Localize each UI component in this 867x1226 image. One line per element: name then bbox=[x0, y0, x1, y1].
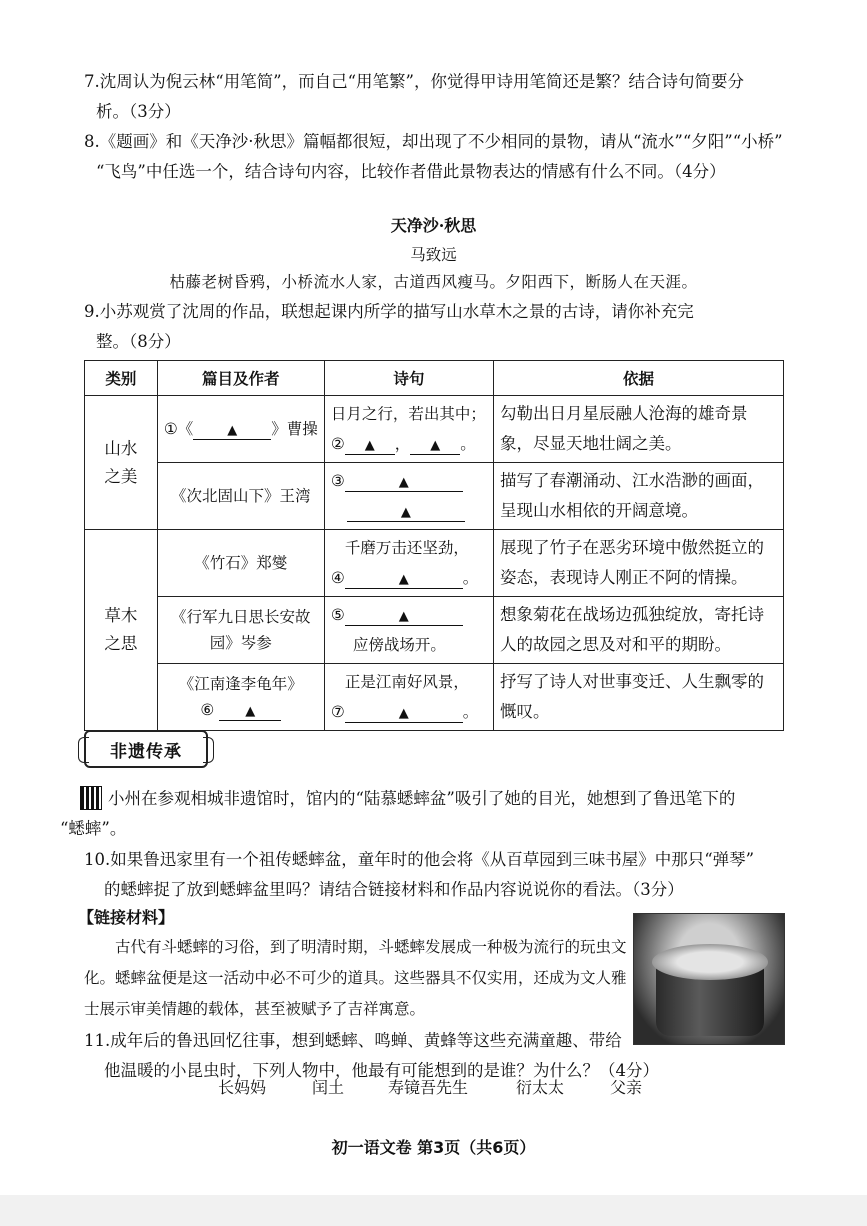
answer-blank-3a[interactable]: ▲ bbox=[345, 471, 463, 492]
work-cell: ①《 ▲ 》曹操 bbox=[157, 396, 324, 463]
table-row bbox=[85, 664, 784, 731]
answer-blank-2a[interactable]: ▲ bbox=[345, 434, 395, 455]
section-banner-title: 非遗传承 bbox=[110, 741, 182, 762]
basis-cell: 抒写了诗人对世事变迁、人生飘零的慨叹。 bbox=[493, 664, 783, 731]
verse-cell: 日月之行，若出其中； ② ▲ ， ▲ 。 bbox=[324, 396, 493, 463]
verse-cell: 正是江南好风景， ⑦ ▲ 。 bbox=[324, 664, 493, 731]
table-header-row bbox=[85, 361, 784, 396]
answer-blank-3b[interactable]: ▲ bbox=[347, 501, 465, 522]
question-10 bbox=[84, 845, 784, 905]
section-intro: 小州在参观相城非遗馆时，馆内的“陆慕蟋蟀盆”吸引了她的目光，她想到了鲁迅笔下的 “蟋蟀”。 bbox=[60, 789, 736, 838]
answer-blank-6[interactable]: ▲ bbox=[219, 700, 281, 721]
question-9-line2: 整。（8分） bbox=[96, 332, 181, 351]
category-plants: 草木 之思 bbox=[85, 530, 158, 731]
work-cell: 《次北固山下》王湾 bbox=[157, 463, 324, 530]
question-10-line2: 的蟋蟀捉了放到蟋蟀盆里吗？请结合链接材料和作品内容说说你的看法。（3分） bbox=[104, 880, 684, 899]
question-8-line1: 8.《题画》和《天净沙·秋思》篇幅都很短，却出现了不少相同的景物，请从“流水”“夕阳”“小桥” bbox=[84, 132, 783, 151]
poem-body: 枯藤老树昏鸦，小桥流水人家，古道西风瘦马。夕阳西下，断肠人在天涯。 bbox=[169, 273, 698, 291]
work-cell: 《行军九日思长安故园》岑参 bbox=[157, 597, 324, 664]
question-8-line2: “飞鸟”中任选一个，结合诗句内容，比较作者借此景物表达的情感有什么不同。（4分） bbox=[96, 162, 726, 181]
basis-cell: 描写了春潮涌动、江水浩渺的画面，呈现山水相依的开阔意境。 bbox=[493, 463, 783, 530]
question-9-line1: 9.小苏观赏了沈周的作品，联想起课内所学的描写山水草木之景的古诗，请你补充完 bbox=[84, 302, 694, 321]
category-landscape: 山水 之美 bbox=[85, 396, 158, 530]
answer-blank-7[interactable]: ▲ bbox=[345, 702, 463, 723]
question-7 bbox=[84, 67, 784, 127]
header-category: 类别 bbox=[85, 361, 158, 396]
option-name: 衍太太 bbox=[516, 1078, 565, 1097]
verse-cell: ⑤ ▲ 应傍战场开。 bbox=[324, 597, 493, 664]
poem-author: 马致远 bbox=[410, 246, 457, 264]
verse-cell: ③ ▲ ▲ bbox=[324, 463, 493, 530]
work-cell: 《江南逢李龟年》 ⑥ ▲ bbox=[157, 664, 324, 731]
section-banner bbox=[84, 730, 208, 768]
option-name: 长妈妈 bbox=[218, 1078, 267, 1097]
answer-blank-2b[interactable]: ▲ bbox=[410, 434, 460, 455]
question-8 bbox=[84, 127, 784, 187]
verse-cell: 千磨万击还坚劲， ④ ▲ 。 bbox=[324, 530, 493, 597]
question-7-line2: 析。（3分） bbox=[96, 102, 181, 121]
option-name: 寿镜吾先生 bbox=[388, 1078, 469, 1097]
option-name: 闰土 bbox=[312, 1078, 345, 1097]
question-11-line2: 他温暖的小昆虫时，下列人物中，他最有可能想到的是谁？为什么？（4分） bbox=[104, 1061, 659, 1080]
basis-cell: 勾勒出日月星辰融人沧海的雄奇景象，尽显天地壮阔之美。 bbox=[493, 396, 783, 463]
table-row bbox=[85, 463, 784, 530]
table-row bbox=[85, 396, 784, 463]
work-cell: 《竹石》郑燮 bbox=[157, 530, 324, 597]
basis-cell: 想象菊花在战场边孤独绽放，寄托诗人的故园之思及对和平的期盼。 bbox=[493, 597, 783, 664]
basis-cell: 展现了竹子在恶劣环境中傲然挺立的姿态，表现诗人刚正不阿的情操。 bbox=[493, 530, 783, 597]
question-7-line1: 7.沈周认为倪云林“用笔简”，而自己“用笔繁”，你觉得甲诗用笔简还是繁？结合诗句简要分 bbox=[84, 72, 744, 91]
question-9 bbox=[84, 297, 784, 357]
page-footer: 初一语文卷 第3页（共6页） bbox=[331, 1138, 536, 1157]
header-basis: 依据 bbox=[493, 361, 783, 396]
question-10-line1: 10.如果鲁迅家里有一个祖传蟋蟀盆，童年时的他会将《从百草园到三味书屋》中那只“弹琴” bbox=[84, 850, 755, 869]
table-row bbox=[85, 597, 784, 664]
scan-edge bbox=[0, 1195, 867, 1226]
question-11-line1: 11.成年后的鲁迅回忆往事，想到蟋蟀、鸣蝉、黄蜂等这些充满童趣、带给 bbox=[84, 1031, 622, 1050]
answer-blank-4[interactable]: ▲ bbox=[345, 568, 463, 589]
answer-blank-5[interactable]: ▲ bbox=[345, 605, 463, 626]
link-material-heading: 【链接材料】 bbox=[78, 908, 175, 927]
link-material-body: 古代有斗蟋蟀的习俗，到了明清时期，斗蟋蟀发展成一种极为流行的玩虫文化。蟋蟀盆便是这一活动中必不可少的道具。这些器具不仅实用，还成为文人雅士展示审美情趣的载体，甚至被赋予了吉祥寓意。 bbox=[84, 938, 627, 1018]
header-verse: 诗句 bbox=[324, 361, 493, 396]
poem-title: 天净沙·秋思 bbox=[390, 216, 477, 235]
header-work: 篇目及作者 bbox=[157, 361, 324, 396]
option-name: 父亲 bbox=[610, 1078, 643, 1097]
answer-blank-1[interactable]: ▲ bbox=[193, 419, 271, 440]
poetry-table bbox=[84, 360, 784, 731]
table-row bbox=[85, 530, 784, 597]
